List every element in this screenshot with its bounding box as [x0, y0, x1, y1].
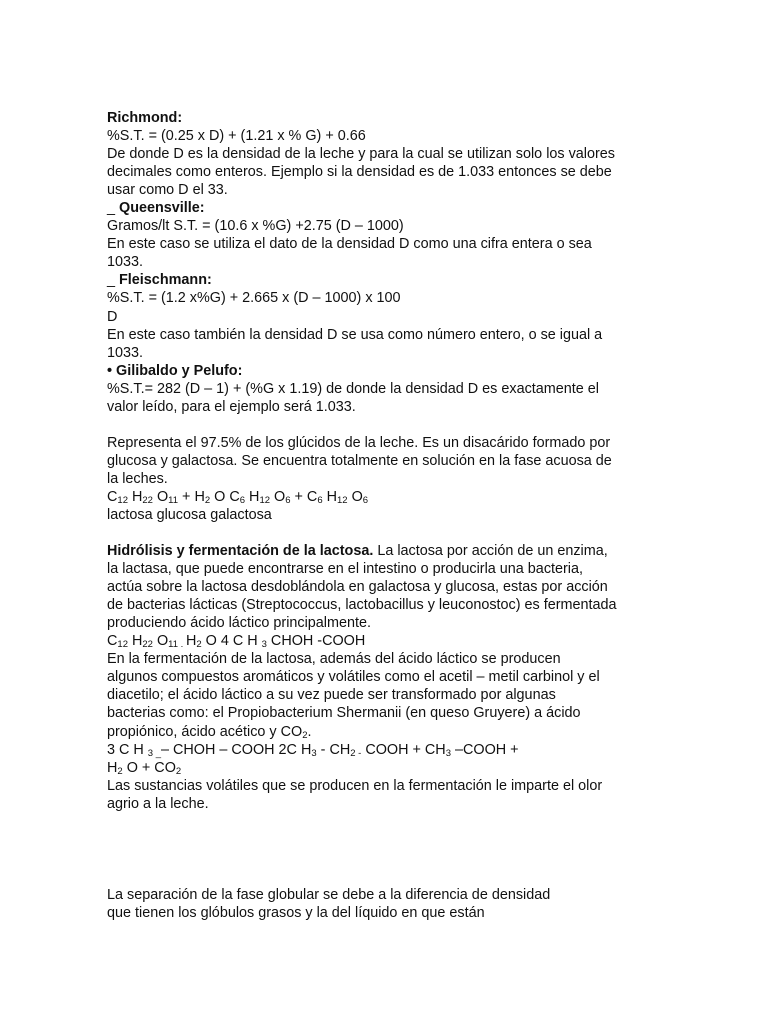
- eq-sub: 22: [142, 639, 153, 651]
- eq-part: CHOH -COOH: [266, 633, 366, 650]
- eq-part: + H: [178, 488, 205, 505]
- eq-part: H: [127, 633, 143, 650]
- hidrolisis-desc-line: la lactasa, que puede encontrarse en el intestino o producirla una bacteria,: [107, 561, 584, 578]
- hidrolisis-desc-line: de bacterias lácticas (Streptococcus, lactobacillus y leuconostoc) es fermentada: [107, 597, 617, 614]
- eq-part: O: [347, 488, 363, 505]
- eq-part: H: [185, 633, 197, 650]
- hidrolisis-desc3-line: agrio a la leche.: [107, 795, 209, 812]
- fleischmann-heading: Fleischmann:: [119, 272, 212, 289]
- eq-sub: 3: [445, 747, 451, 759]
- document-body: [107, 109, 667, 813]
- eq-sub: 11 .: [168, 639, 186, 651]
- eq-part: O: [152, 488, 169, 505]
- fleischmann-desc-line: 1033.: [107, 344, 144, 361]
- eq-sub: 12: [117, 639, 128, 651]
- fleischmann-denominator: D: [107, 308, 118, 325]
- hidrolisis-desc2-line: algunos compuestos aromáticos y volátiles como el acetil – metil carbinol y el: [107, 669, 600, 686]
- eq-part: C: [107, 488, 118, 505]
- eq-part: – CHOH – COOH 2C H: [161, 741, 312, 758]
- eq-part: COOH + CH: [361, 741, 446, 758]
- hidrolisis-desc3-line: Las sustancias volátiles que se producen en la fermentación le imparte el olor: [107, 777, 603, 794]
- richmond-heading: Richmond:: [107, 110, 183, 126]
- lactosa-desc-line: Representa el 97.5% de los glúcidos de la leche. Es un disacárido formado por: [107, 434, 611, 451]
- eq-sub: 6: [362, 494, 369, 506]
- lactosa-desc-line: glucosa y galactosa. Se encuentra totalmente en solución en la fase acuosa de: [107, 452, 612, 469]
- hidrolisis-heading: Hidrólisis y fermentación de la lactosa.: [107, 543, 374, 560]
- eq-sub: 2: [196, 639, 202, 651]
- hidrolisis-desc2-line: En la fermentación de la lactosa, además del ácido láctico se producen: [107, 651, 561, 668]
- eq-part: C: [107, 633, 118, 650]
- hidrolisis-desc2-line: bacterias como: el Propiobacterium Shermanii (en queso Gruyere) a ácido: [107, 705, 581, 722]
- eq-part: O 4 C H: [201, 633, 262, 650]
- eq-sub: 12: [337, 494, 348, 506]
- hidrolisis-first-rest: La lactosa por acción de un enzima,: [373, 543, 608, 560]
- paragraph-gap: [107, 416, 667, 434]
- gilibaldo-heading: Gilibaldo y Pelufo:: [116, 362, 243, 379]
- lactosa-equation: [107, 488, 667, 506]
- eq-sub: 12: [259, 494, 271, 506]
- bullet: •: [107, 362, 117, 379]
- hidrolisis-equation-3: [107, 759, 667, 777]
- lactosa-desc-line: la leches.: [107, 470, 168, 487]
- eq-sub: 2 -: [350, 747, 362, 759]
- separacion-line: que tienen los glóbulos grasos y la del líquido en que están: [107, 905, 485, 922]
- hidrolisis-desc2-line: diacetilo; el ácido láctico a su vez puede ser transformado por algunas: [107, 687, 556, 704]
- eq-part: 3 C H: [107, 741, 148, 758]
- eq-sub: 6: [317, 494, 323, 506]
- richmond-desc-line: usar como D el 33.: [107, 182, 228, 199]
- eq-part: O C: [210, 488, 240, 505]
- hidrolisis-co2-line: [107, 723, 667, 741]
- eq-part: .: [307, 723, 312, 740]
- eq-part: propiónico, ácido acético y CO: [107, 723, 303, 740]
- eq-part: H: [107, 759, 118, 776]
- eq-sub: 12: [117, 494, 128, 506]
- eq-sub: 2: [302, 729, 308, 741]
- eq-sub: 2: [175, 765, 182, 777]
- eq-part: + C: [290, 488, 318, 505]
- eq-sub: 2: [204, 494, 211, 506]
- queensville-heading: Queensville:: [119, 200, 205, 217]
- fleischmann-desc-line: En este caso también la densidad D se usa como número entero, o se igual a: [107, 326, 603, 343]
- richmond-desc-line: De donde D es la densidad de la leche y para la cual se utilizan solo los valores: [107, 146, 615, 163]
- hidrolisis-equation-2: [107, 741, 667, 759]
- fleischmann-heading-line: [107, 271, 667, 289]
- hidrolisis-desc-line: actúa sobre la lactosa desdoblándola en galactosa y glucosa, estas por acción: [107, 579, 608, 596]
- eq-part: H: [127, 488, 143, 505]
- queensville-formula: Gramos/lt S.T. = (10.6 x %G) +2.75 (D – 1000): [107, 218, 404, 235]
- eq-sub: 22: [142, 494, 153, 506]
- eq-part: O + CO: [122, 759, 176, 776]
- eq-part: O: [270, 488, 286, 505]
- queensville-desc-line: 1033.: [107, 254, 144, 271]
- lactosa-names: lactosa glucosa galactosa: [107, 506, 272, 523]
- queensville-desc-line: En este caso se utiliza el dato de la densidad D como una cifra entera o sea: [107, 236, 592, 253]
- fleischmann-formula: %S.T. = (1.2 x%G) + 2.665 x (D – 1000) x 100: [107, 290, 401, 307]
- gilibaldo-desc-line: valor leído, para el ejemplo será 1.033.: [107, 398, 356, 415]
- eq-sub: 3: [311, 747, 317, 759]
- eq-sub: 11: [168, 494, 179, 506]
- separacion-paragraph: [107, 886, 667, 922]
- separacion-line: La separación de la fase globular se debe a la diferencia de densidad: [107, 887, 551, 903]
- eq-sub: 2: [117, 765, 123, 777]
- paragraph-gap: [107, 524, 667, 542]
- queensville-heading-line: [107, 199, 667, 217]
- eq-part: H: [245, 488, 260, 505]
- hidrolisis-equation-1: [107, 632, 667, 650]
- eq-sub: 6: [239, 494, 246, 506]
- gilibaldo-heading-line: [107, 362, 667, 380]
- hidrolisis-first-line: [107, 542, 667, 560]
- eq-sub: 6: [285, 494, 291, 506]
- eq-part: O: [152, 633, 169, 650]
- eq-part: H: [322, 488, 338, 505]
- eq-part: –COOH +: [450, 741, 519, 758]
- list-dash: _: [107, 200, 120, 217]
- eq-sub: 3 _: [147, 747, 162, 759]
- gilibaldo-desc-line: %S.T.= 282 (D – 1) + (%G x 1.19) de donde la densidad D es exactamente el: [107, 380, 599, 397]
- eq-sub: 3: [261, 639, 267, 651]
- eq-part: - CH: [316, 741, 351, 758]
- richmond-desc-line: decimales como enteros. Ejemplo si la densidad es de 1.033 entonces se debe: [107, 164, 612, 181]
- richmond-formula: %S.T. = (0.25 x D) + (1.21 x % G) + 0.66: [107, 128, 366, 145]
- list-dash: _: [107, 272, 120, 289]
- hidrolisis-desc-line: produciendo ácido láctico principalmente.: [107, 615, 371, 632]
